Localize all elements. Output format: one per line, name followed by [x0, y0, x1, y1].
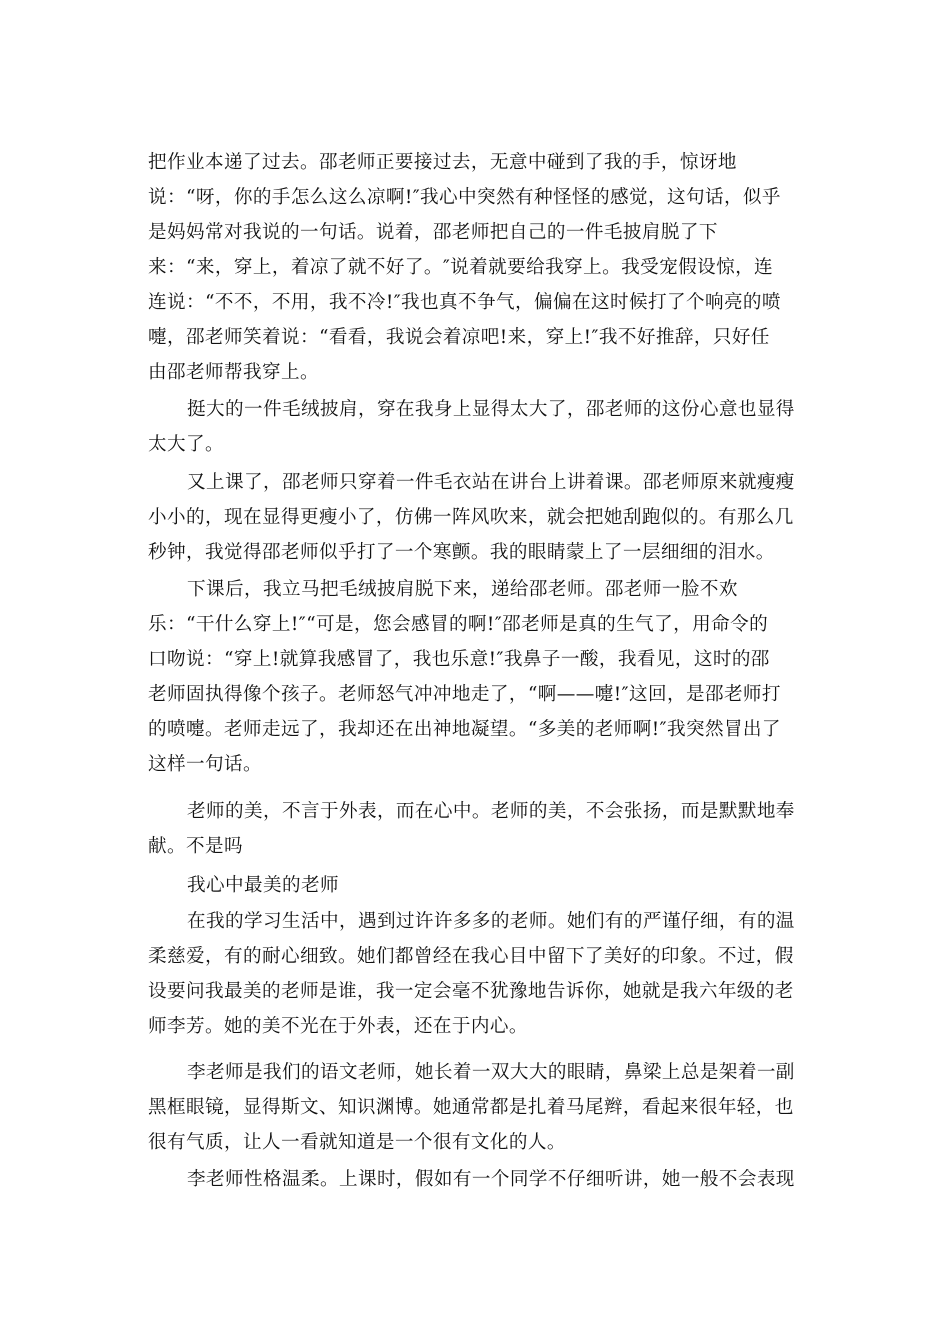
text-line: 说：“呀，你的手怎么这么凉啊!″我心中突然有种怪怪的感觉，这句话，似乎	[148, 187, 781, 208]
text-line: 太大了。	[148, 434, 224, 455]
text-line: 师李芳。她的美不光在于外表，还在于内心。	[148, 1016, 528, 1037]
text-line: 口吻说：“穿上!就算我感冒了，我也乐意!″我鼻子一酸，我看见，这时的邵	[148, 649, 770, 670]
text-line: 小小的，现在显得更瘦小了，仿佛一阵风吹来，就会把她刮跑似的。有那么几	[148, 507, 794, 528]
text-line: 老师固执得像个孩子。老师怒气冲冲地走了，“啊——嚏!″这回，是邵老师打	[148, 684, 781, 705]
paragraph-first-line: 又上课了，邵老师只穿着一件毛衣站在讲台上讲着课。邵老师原来就瘦瘦	[187, 472, 795, 493]
text-line: 秒钟，我觉得邵老师似乎打了一个寒颤。我的眼睛蒙上了一层细细的泪水。	[148, 542, 775, 563]
paragraph-first-line: 在我的学习生活中，遇到过许许多多的老师。她们有的严谨仔细，有的温	[187, 911, 795, 932]
text-line: 柔慈爱，有的耐心细致。她们都曾经在我心目中留下了美好的印象。不过，假	[148, 946, 794, 967]
paragraph-first-line: 李老师是我们的语文老师，她长着一双大大的眼睛，鼻梁上总是架着一副	[187, 1062, 795, 1083]
text-line: 黑框眼镜，显得斯文、知识渊博。她通常都是扎着马尾辫，看起来很年轻，也	[148, 1097, 794, 1118]
paragraph-first-line: 李老师性格温柔。上课时，假如有一个同学不仔细听讲，她一般不会表现	[187, 1169, 795, 1190]
text-line: 乐：“干什么穿上!″“可是，您会感冒的啊!″邵老师是真的生气了，用命令的	[148, 614, 769, 635]
text-line: 把作业本递了过去。邵老师正要接过去，无意中碰到了我的手，惊讶地	[148, 152, 737, 173]
text-line: 来：“来，穿上，着凉了就不好了。″说着就要给我穿上。我受宠假设惊，连	[148, 257, 774, 278]
text-line: 设要问我最美的老师是谁，我一定会毫不犹豫地告诉你，她就是我六年级的老	[148, 981, 794, 1002]
paragraph-first-line: 下课后，我立马把毛绒披肩脱下来，递给邵老师。邵老师一脸不欢	[187, 579, 738, 600]
text-line: 很有气质，让人一看就知道是一个很有文化的人。	[148, 1132, 566, 1153]
paragraph-first-line: 挺大的一件毛绒披肩，穿在我身上显得太大了，邵老师的这份心意也显得	[187, 399, 795, 420]
text-line: 连说：“不不，不用，我不冷!″我也真不争气，偏偏在这时候打了个响亮的喷	[148, 292, 781, 313]
text-line: 由邵老师帮我穿上。	[148, 362, 319, 383]
text-line: 献。不是吗	[148, 836, 243, 857]
text-line: 嚏，邵老师笑着说：“看看，我说会着凉吧!来，穿上!″我不好推辞，只好任	[148, 327, 770, 348]
text-line: 是妈妈常对我说的一句话。说着，邵老师把自己的一件毛披肩脱了下	[148, 222, 718, 243]
text-line: 这样一句话。	[148, 754, 262, 775]
text-line: 的喷嚏。老师走远了，我却还在出神地凝望。“多美的老师啊!″我突然冒出了	[148, 719, 781, 740]
paragraph-first-line: 老师的美，不言于外表，而在心中。老师的美，不会张扬，而是默默地奉	[187, 801, 795, 822]
section-title: 我心中最美的老师	[187, 875, 339, 896]
